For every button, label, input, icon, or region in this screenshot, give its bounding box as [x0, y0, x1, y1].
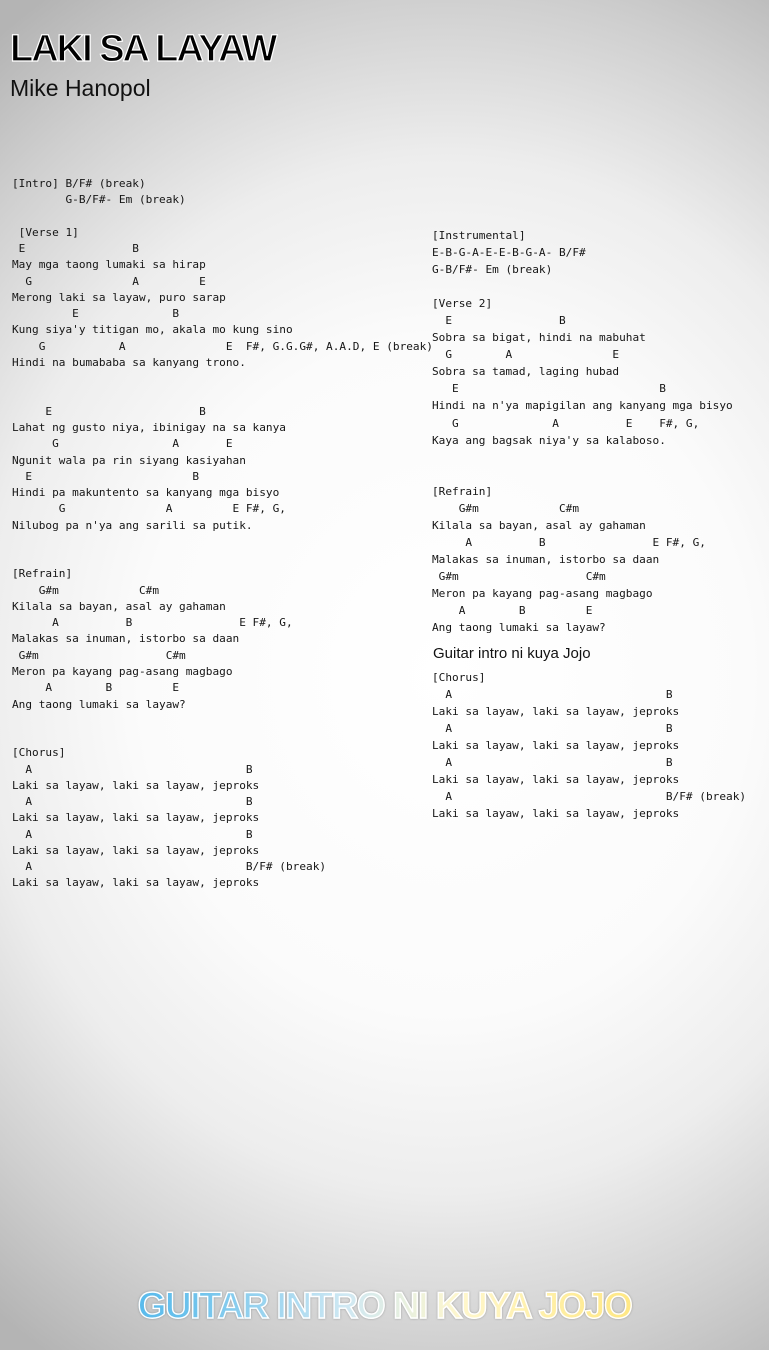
chord-sheet-right-chorus: [Chorus] A B Laki sa layaw, laki sa layaw, jeproks A B Laki sa layaw, laki sa layaw, jeproks A B Laki sa layaw, laki sa layaw, jeproks A B/F# (break) Laki sa layaw, laki sa layaw, jeproks — [432, 671, 747, 820]
section-heading-guitar-intro: Guitar intro ni kuya Jojo — [433, 645, 591, 662]
chord-sheet-right-column: [Instrumental] E-B-G-A-E-E-B-G-A- B/F# G-B/F#- Em (break) [Verse 2] E B Sobra sa bigat, hindi na mabuhat G A E Sobra sa tamad, laging hubad E B Hindi na n'ya mapigilan ang kanyang mga bisyo G A E F#, G, Kaya ang bagsak niya'y sa kalaboso. [Refrain] G#m C#m Kilala sa bayan, asal ay gahaman A B E F#, G, Malakas sa inuman, istorbo sa daan G#m C#m Meron pa kayang pag-asang magbago A B E Ang taong lumaki sa layaw? — [432, 229, 733, 635]
video-caption: GUITAR INTRO NI KUYA JOJO — [0, 1282, 769, 1330]
song-title: LAKI SA LAYAW — [10, 28, 276, 70]
song-artist: Mike Hanopol — [10, 75, 151, 101]
chord-sheet-left-column: [Intro] B/F# (break) G-B/F#- Em (break) [Verse 1] E B May mga taong lumaki sa hirap G A E Merong laki sa layaw, puro sarap E B Kung siya'y titigan mo, akala mo kung sino G A E F#, G.G.G#, A.A.D, E (break) Hindi na bumababa sa kanyang trono. E B Lahat ng gusto niya, ibinigay na sa kanya G A E Ngunit wala pa rin siyang kasiyahan E B Hindi pa makuntento sa kanyang mga bisyo G A E F#, G, Nilubog pa n'ya ang sarili sa putik. [Refrain] G#m C#m Kilala sa bayan, asal ay gahaman A B E F#, G, Malakas sa inuman, istorbo sa daan G#m C#m Meron pa kayang pag-asang magbago A B E Ang taong lumaki sa layaw? [Chorus] A B Laki sa layaw, laki sa layaw, jeproks A B Laki sa layaw, laki sa layaw, jeproks A B Laki sa layaw, laki sa layaw, jeproks A B/F# (break) Laki sa layaw, laki sa layaw, jeproks — [12, 177, 433, 890]
